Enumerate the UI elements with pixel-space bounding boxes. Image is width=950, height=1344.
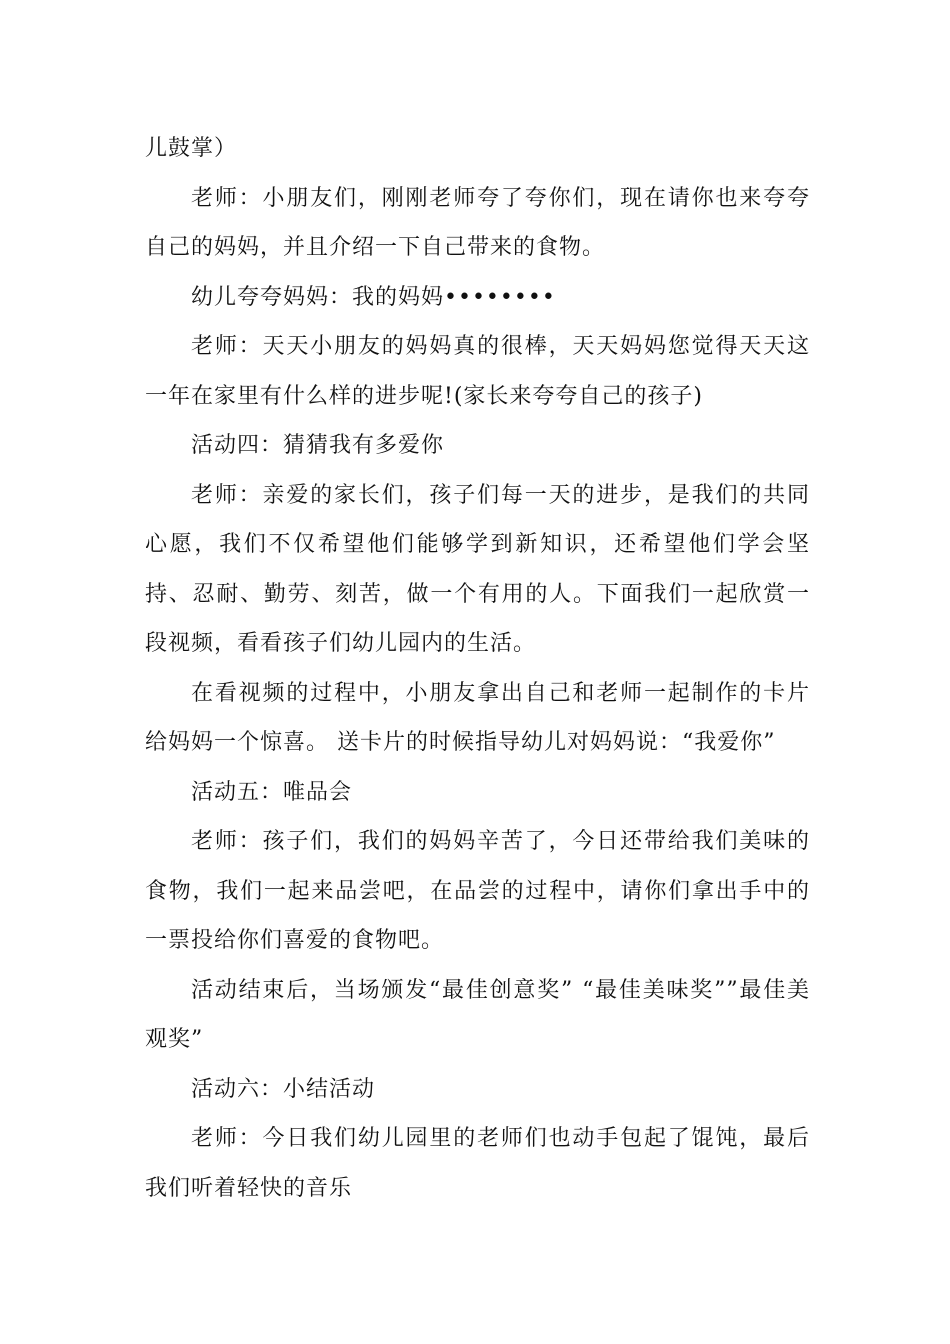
paragraph-awards: 活动结束后，当场颁发“最佳创意奖” “最佳美味奖””最佳美观奖”: [145, 977, 810, 1052]
paragraph-teacher-praise-mom: 老师：小朋友们，刚刚老师夸了夸你们，现在请你也来夸夸自己的妈妈，并且介绍一下自己带来的食物。: [145, 185, 810, 260]
heading-activity-five: 活动五：唯品会: [191, 779, 353, 805]
paragraph-teacher-tiantian: 老师：天天小朋友的妈妈真的很棒，天天妈妈您觉得天天这一年在家里有什么样的进步呢!(家长来夸夸自己的孩子): [145, 334, 810, 409]
paragraph-teacher-parents: 老师：亲爱的家长们，孩子们每一天的进步，是我们的共同心愿，我们不仅希望他们能够学到新知识，还希望他们学会坚持、忍耐、勤劳、刻苦，做一个有用的人。下面我们一起欣赏一段视频，看看孩子们幼儿园内的生活。: [145, 482, 810, 656]
paragraph-continued: 儿鼓掌）: [145, 136, 238, 161]
paragraph-child-praise: 幼儿夸夸妈妈：我的妈妈••••••••: [191, 284, 556, 310]
heading-activity-four: 活动四：猜猜我有多爱你: [191, 433, 445, 458]
paragraph-video-card: 在看视频的过程中，小朋友拿出自己和老师一起制作的卡片给妈妈一个惊喜。 送卡片的时候指导幼儿对妈妈说：“我爱你”: [145, 680, 810, 755]
paragraph-teacher-wonton: 老师：今日我们幼儿园里的老师们也动手包起了馄饨，最后我们听着轻快的音乐: [145, 1126, 810, 1201]
document-body: [145, 124, 810, 1213]
paragraph-teacher-tasting: 老师：孩子们，我们的妈妈辛苦了，今日还带给我们美味的食物，我们一起来品尝吧，在品尝的过程中，请你们拿出手中的一票投给你们喜爱的食物吧。: [145, 829, 810, 953]
heading-activity-six: 活动六：小结活动: [191, 1076, 376, 1102]
